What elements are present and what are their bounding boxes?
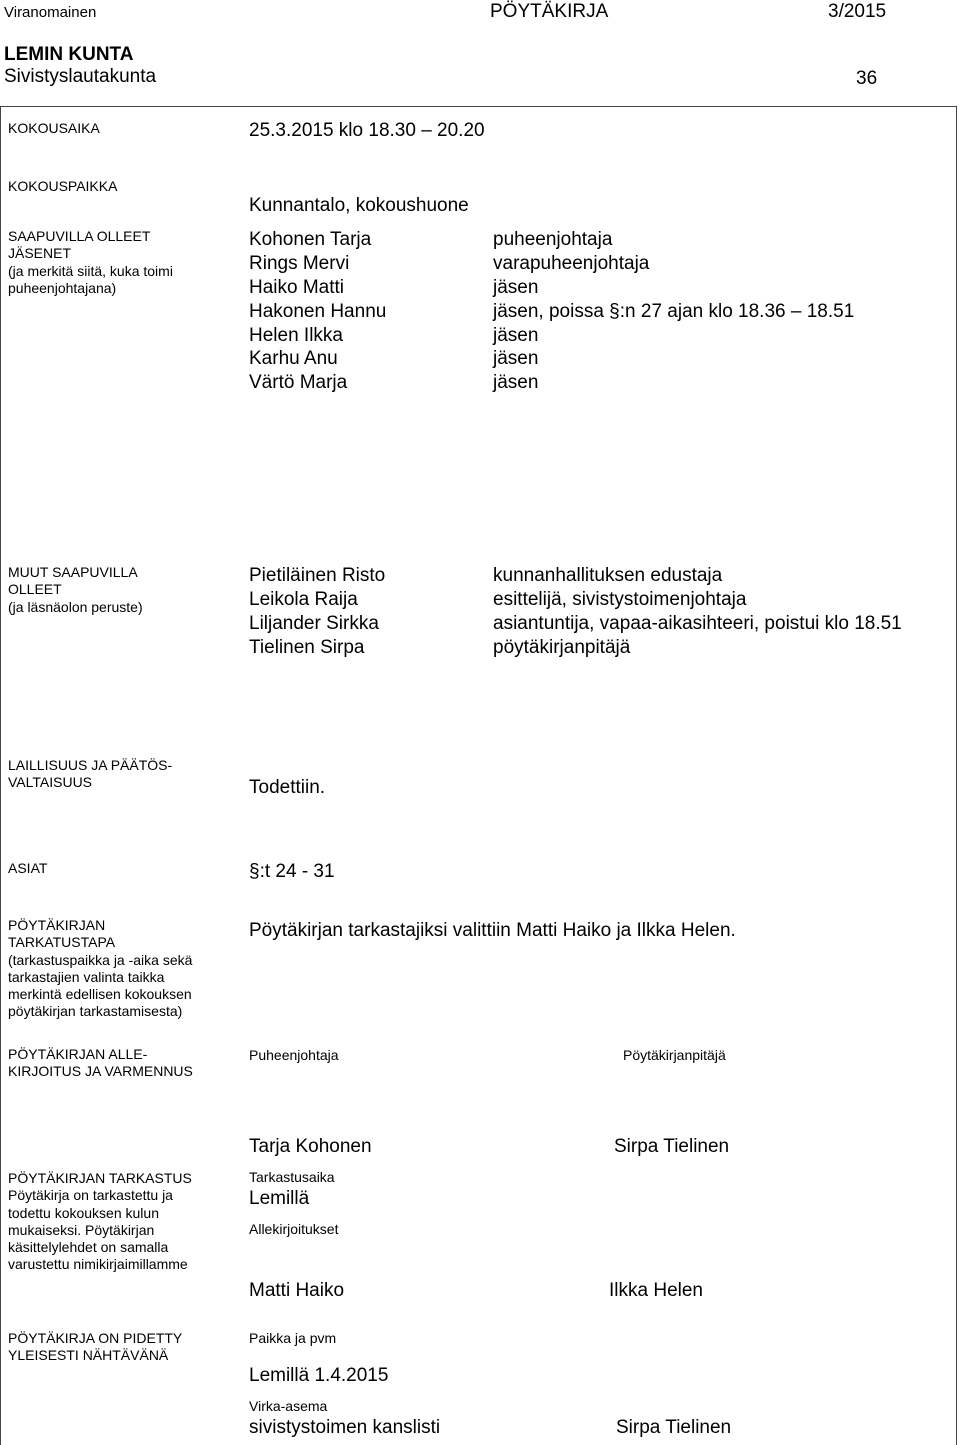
secretary-name: Sirpa Tielinen	[614, 1136, 730, 1157]
legality-label: LAILLISUUS JA PÄÄTÖS- VALTAISUUS	[8, 757, 173, 791]
frame-top-border	[0, 106, 957, 107]
meeting-place-label: KOKOUSPAIKKA	[8, 178, 118, 194]
checker-one-name: Matti Haiko	[249, 1280, 345, 1301]
page-number: 36	[856, 68, 878, 89]
review-method-label: PÖYTÄKIRJAN TARKATUSTAPA (tarkastuspaikka ja -aika sekä tarkastajien valinta taikka merkintä edellisen kokouksen pöytäkirjan tarkastamisesta)	[8, 917, 193, 1020]
legality-value: Todettiin.	[249, 777, 326, 798]
review-label: PÖYTÄKIRJAN TARKASTUS Pöytäkirja on tarkastettu ja todettu kokouksen kulun mukaiseksi. Pöytäkirjan käsittelylehdet on samalla varustettu nimikirjaimillamme	[8, 1170, 192, 1273]
member-role: puheenjohtaja	[493, 229, 613, 250]
frame-left-border	[0, 106, 1, 1445]
other-name: Tielinen Sirpa	[249, 637, 365, 658]
secretary-title: Pöytäkirjanpitäjä	[623, 1047, 726, 1063]
display-person-name: Sirpa Tielinen	[616, 1417, 732, 1438]
review-method-value: Pöytäkirjan tarkastajiksi valittiin Matti Haiko ja Ilkka Helen.	[249, 920, 736, 941]
member-role: jäsen	[493, 277, 539, 298]
checker-two-name: Ilkka Helen	[609, 1280, 703, 1301]
member-role: varapuheenjohtaja	[493, 253, 650, 274]
items-value: §:t 24 - 31	[249, 861, 335, 882]
members-label: SAAPUVILLA OLLEET JÄSENET (ja merkitä siitä, kuka toimi puheenjohtajana)	[8, 228, 173, 296]
member-role: jäsen	[493, 325, 539, 346]
items-label: ASIAT	[8, 860, 48, 876]
member-role: jäsen	[493, 372, 539, 393]
place-date-value: Lemillä 1.4.2015	[249, 1365, 389, 1386]
meeting-place-value: Kunnantalo, kokoushuone	[249, 195, 469, 216]
chair-name: Tarja Kohonen	[249, 1136, 372, 1157]
position-label: Virka-asema	[249, 1398, 328, 1414]
board-name: Sivistyslautakunta	[4, 66, 157, 87]
classification-label: Viranomainen	[4, 4, 97, 21]
member-name: Rings Mervi	[249, 253, 350, 274]
member-name: Karhu Anu	[249, 348, 338, 369]
document-number: 3/2015	[828, 1, 887, 22]
meeting-time-value: 25.3.2015 klo 18.30 – 20.20	[249, 120, 485, 141]
member-name: Värtö Marja	[249, 372, 348, 393]
other-role: kunnanhallituksen edustaja	[493, 565, 723, 586]
municipality-name: LEMIN KUNTA	[4, 44, 134, 65]
other-name: Liljander Sirkka	[249, 613, 379, 634]
public-display-label: PÖYTÄKIRJA ON PIDETTY YLEISESTI NÄHTÄVÄNÄ	[8, 1330, 183, 1364]
member-name: Kohonen Tarja	[249, 229, 372, 250]
member-name: Hakonen Hannu	[249, 301, 387, 322]
others-label: MUUT SAAPUVILLA OLLEET (ja läsnäolon peruste)	[8, 564, 143, 615]
other-role: esittelijä, sivistystoimenjohtaja	[493, 589, 747, 610]
other-name: Leikola Raija	[249, 589, 358, 610]
meeting-time-label: KOKOUSAIKA	[8, 120, 100, 136]
document-type: PÖYTÄKIRJA	[490, 1, 609, 22]
signatures-label: Allekirjoitukset	[249, 1221, 339, 1237]
signing-label: PÖYTÄKIRJAN ALLE- KIRJOITUS JA VARMENNUS	[8, 1046, 193, 1080]
frame-right-border	[956, 106, 957, 1445]
other-role: asiantuntija, vapaa-aikasihteeri, poistui klo 18.51	[493, 613, 902, 634]
member-name: Haiko Matti	[249, 277, 345, 298]
position-value: sivistystoimen kanslisti	[249, 1417, 441, 1438]
other-role: pöytäkirjanpitäjä	[493, 637, 631, 658]
member-role: jäsen, poissa §:n 27 ajan klo 18.36 – 18.51	[493, 301, 855, 322]
place-date-label: Paikka ja pvm	[249, 1330, 337, 1346]
member-name: Helen Ilkka	[249, 325, 343, 346]
chair-title: Puheenjohtaja	[249, 1047, 339, 1063]
other-name: Pietiläinen Risto	[249, 565, 386, 586]
member-role: jäsen	[493, 348, 539, 369]
review-time-value: Lemillä	[249, 1188, 310, 1209]
review-time-label: Tarkastusaika	[249, 1169, 335, 1185]
